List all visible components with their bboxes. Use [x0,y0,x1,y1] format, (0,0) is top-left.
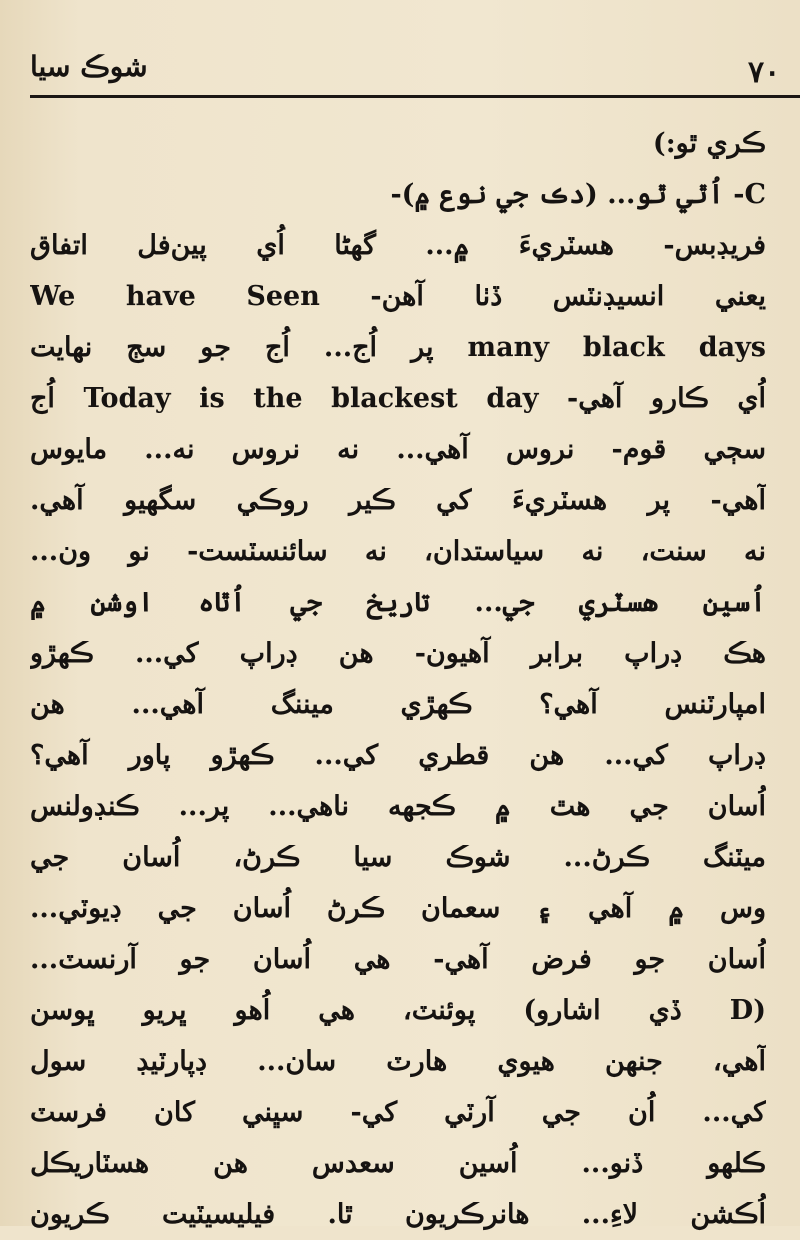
text-line: (D ڏي اشارو) پوئنٽ، هي اُهو ڀريو ڀوسن [30,995,766,1026]
running-title: شوڪ سيا [30,50,148,83]
text-line: سڄي قوم- نروس آهي... نه نروس نه... مايوس [30,434,766,465]
text-line: آهي، جنهن هيوي هارٽ سان... ڊپارٽيڊ سول [30,1046,766,1077]
text-line: ڪلهو ڏنو... اُسين سعدس هن هسٽاريڪل [30,1148,766,1179]
body-text [30,118,766,1240]
text-line: يعني انسيڊنٽس ڏٺا آهن- We have Seen [30,281,766,312]
page-header [0,0,800,100]
text-line: وس ۾ آهي ۽ سعمان ڪرڻ اُسان جي ڊيوٽي... [30,893,766,924]
text-line: ڪري ٿو:) [652,128,766,159]
header-rule [30,95,800,98]
text-line: اُسان جي هٿ ۾ ڪجهه ناهي... پر... ڪنڊولنس [30,791,766,822]
text-line: ڊراپ کي... هن قطري کي... ڪهڙو پاور آهي؟ [30,740,766,771]
text-line: اُي ڪارو آهي- Today is the blackest day اُج [30,383,766,414]
text-line: many black days پر اُج... اُج جو سڄ نهايت [30,332,766,363]
text-line: اُڪشن لاءِ... هانرڪريون ٿا. فيليسيٽيت ڪريون [30,1199,766,1230]
text-line: فريڊبس- هسٽريءَ ۾... گهڻا اُي پين‌فل اتفاق [30,230,766,261]
page-number: ٧٠ [748,55,781,90]
text-line: نه سنت، نه سياستدان، نه سائنسٽست- نو ون... [30,536,766,567]
text-line: آهي- پر هسٽريءَ کي ڪير روڪي سگهيو آهي. [30,485,766,516]
text-line: C- اُٿي ٿو... (دڪ جي نوع ۾)- [390,179,766,210]
text-line: امپارٽنس آهي؟ ڪهڙي ميننگ آهي... هن [30,689,766,720]
text-line: ميٽنگ ڪرڻ... شوڪ سيا ڪرڻ، اُسان جي [30,842,766,873]
text-line: هڪ ڊراپ برابر آهيون- هن ڊراپ کي... ڪهڙو [30,638,766,669]
text-line: اُسان جو فرض آهي- هي اُسان جو آرنسٽ... [30,944,766,975]
text-line: کي... اُن جي آرٽي کي- سڀني کان فرسٽ [30,1097,766,1128]
text-line: اُسين هسٽري جي... تاريخ جي اُٿاه اوشن ۾ [30,587,766,618]
